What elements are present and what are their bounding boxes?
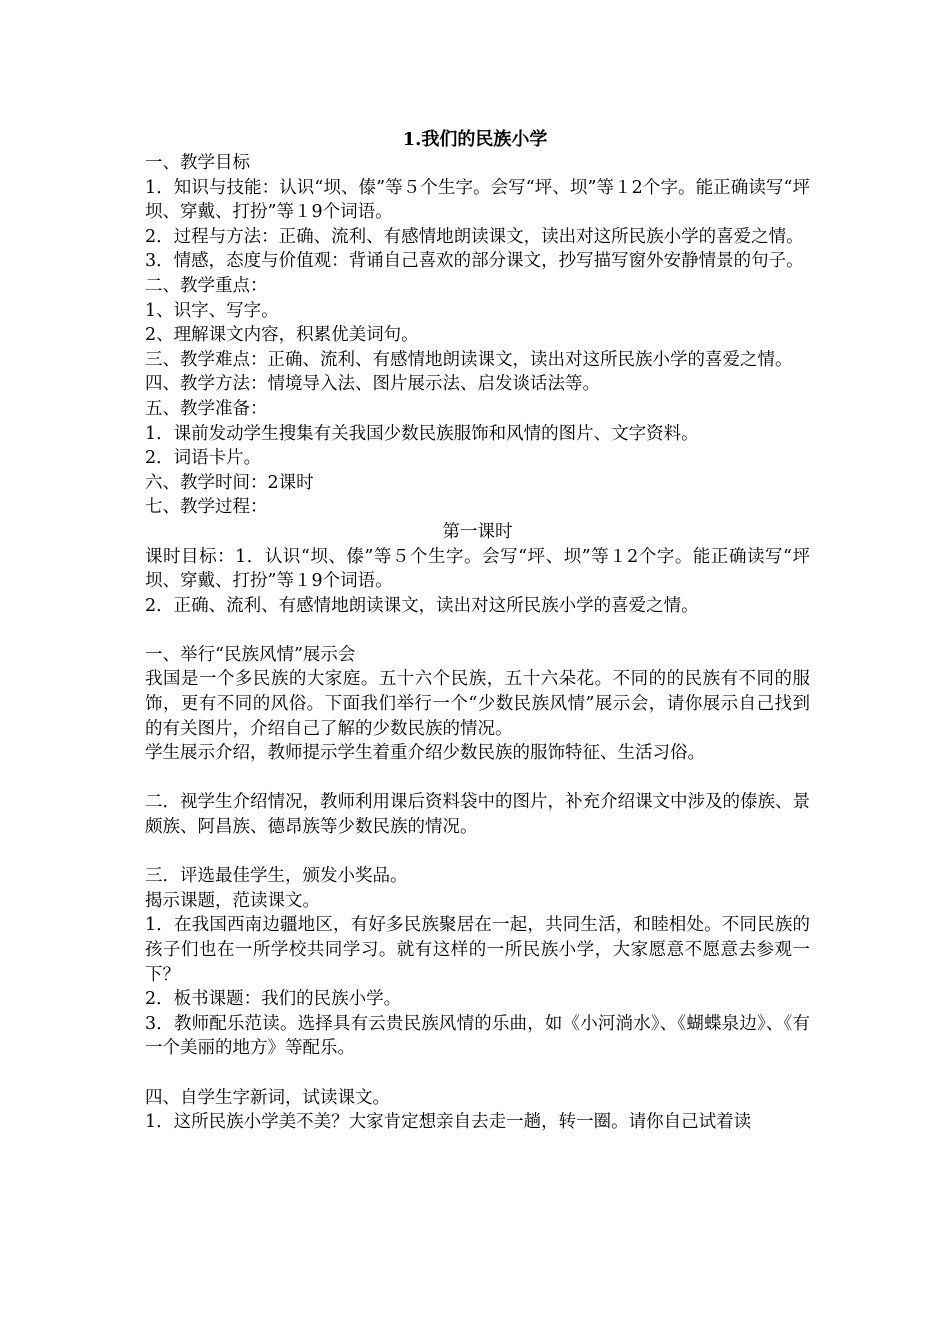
document-title: 1.我们的民族小学 (402, 129, 548, 150)
heading-key-points: 二、教学重点： (145, 275, 268, 296)
preparation-2: 2．词语卡片。 (145, 448, 262, 469)
key-point-2: 2、理解课文内容，积累优美词句。 (145, 325, 419, 346)
step-3-heading: 三．评选最佳学生，颁发小奖品。 (145, 866, 408, 887)
step-1-note: 学生展示介绍，教师提示学生着重介绍少数民族的服饰特征、生活习俗。 (145, 743, 705, 764)
spacer (145, 1061, 810, 1086)
heading-difficulties: 三、教学难点：正确、流利、有感情地朗读课文，读出对这所民族小学的喜爱之情。 (145, 349, 793, 370)
reveal-item-3: 3．教师配乐范读。选择具有云贵民族风情的乐曲，如《小河淌水》、《蝴蝶泉边》、《有一个美丽的地方》等配乐。 (145, 1013, 810, 1059)
step-2-text: 二．视学生介绍情况，教师利用课后资料袋中的图片，补充介绍课文中涉及的傣族、景颇族、阿昌族、德昂族等少数民族的情况。 (145, 792, 810, 838)
heading-time: 六、教学时间：2课时 (145, 472, 314, 493)
step-1-heading: 一、举行“民族风情”展示会 (145, 644, 356, 665)
heading-methods: 四、教学方法：情境导入法、图片展示法、启发谈话法等。 (145, 374, 600, 395)
step-1-text: 我国是一个多民族的大家庭。五十六个民族，五十六朵花。不同的的民族有不同的服饰，更有不同的风俗。下面我们举行一个“少数民族风情”展示会，请你展示自己找到的有关图片，介绍自己了解的少数民族的情况。 (145, 669, 810, 739)
lesson-goal-2: 2．正确、流利、有感情地朗读课文，读出对这所民族小学的喜爱之情。 (145, 595, 699, 616)
step-4-heading: 四、自学生字新词，试读课文。 (145, 1087, 390, 1108)
heading-process: 七、教学过程： (145, 497, 268, 518)
reveal-item-1: 1．在我国西南边疆地区，有好多民族聚居在一起，共同生活，和睦相处。不同民族的孩子们也在一所学校共同学习。就有这样的一所民族小学，大家愿意不愿意去参观一下？ (145, 915, 810, 985)
reveal-item-2: 2．板书课题：我们的民族小学。 (145, 989, 402, 1010)
spacer (145, 766, 810, 791)
lesson-one-heading: 第一课时 (442, 521, 513, 542)
document-body (145, 151, 810, 1135)
heading-teaching-goals: 一、教学目标 (145, 153, 250, 173)
preparation-1: 1．课前发动学生搜集有关我国少数民族服饰和风情的图片、文字资料。 (145, 423, 699, 444)
reveal-topic: 揭示课题，范读课文。 (145, 890, 320, 911)
spacer (145, 618, 810, 643)
goal-process: 2．过程与方法：正确、流利、有感情地朗读课文，读出对这所民族小学的喜爱之情。 (145, 226, 804, 247)
goal-emotion: 3．情感，态度与价值观：背诵自己喜欢的部分课文，抄写描写窗外安静情景的句子。 (145, 251, 804, 272)
key-point-1: 1、识字、写字。 (145, 300, 279, 321)
goal-knowledge: 1．知识与技能：认识“坝、傣”等５个生字。会写“坪、坝”等１2个字。能正确读写“坪坝、穿戴、打扮”等１9个词语。 (145, 177, 810, 223)
step-4-item-1: 1．这所民族小学美不美？大家肯定想亲自去走一趟，转一圈。请你自己试着读 (145, 1112, 752, 1133)
heading-preparation: 五、教学准备： (145, 398, 268, 419)
spacer (145, 840, 810, 865)
lesson-goal-1: 课时目标：1．认识“坝、傣”等５个生字。会写“坪、坝”等１2个字。能正确读写“坪坝、穿戴、打扮”等１9个词语。 (145, 546, 810, 592)
